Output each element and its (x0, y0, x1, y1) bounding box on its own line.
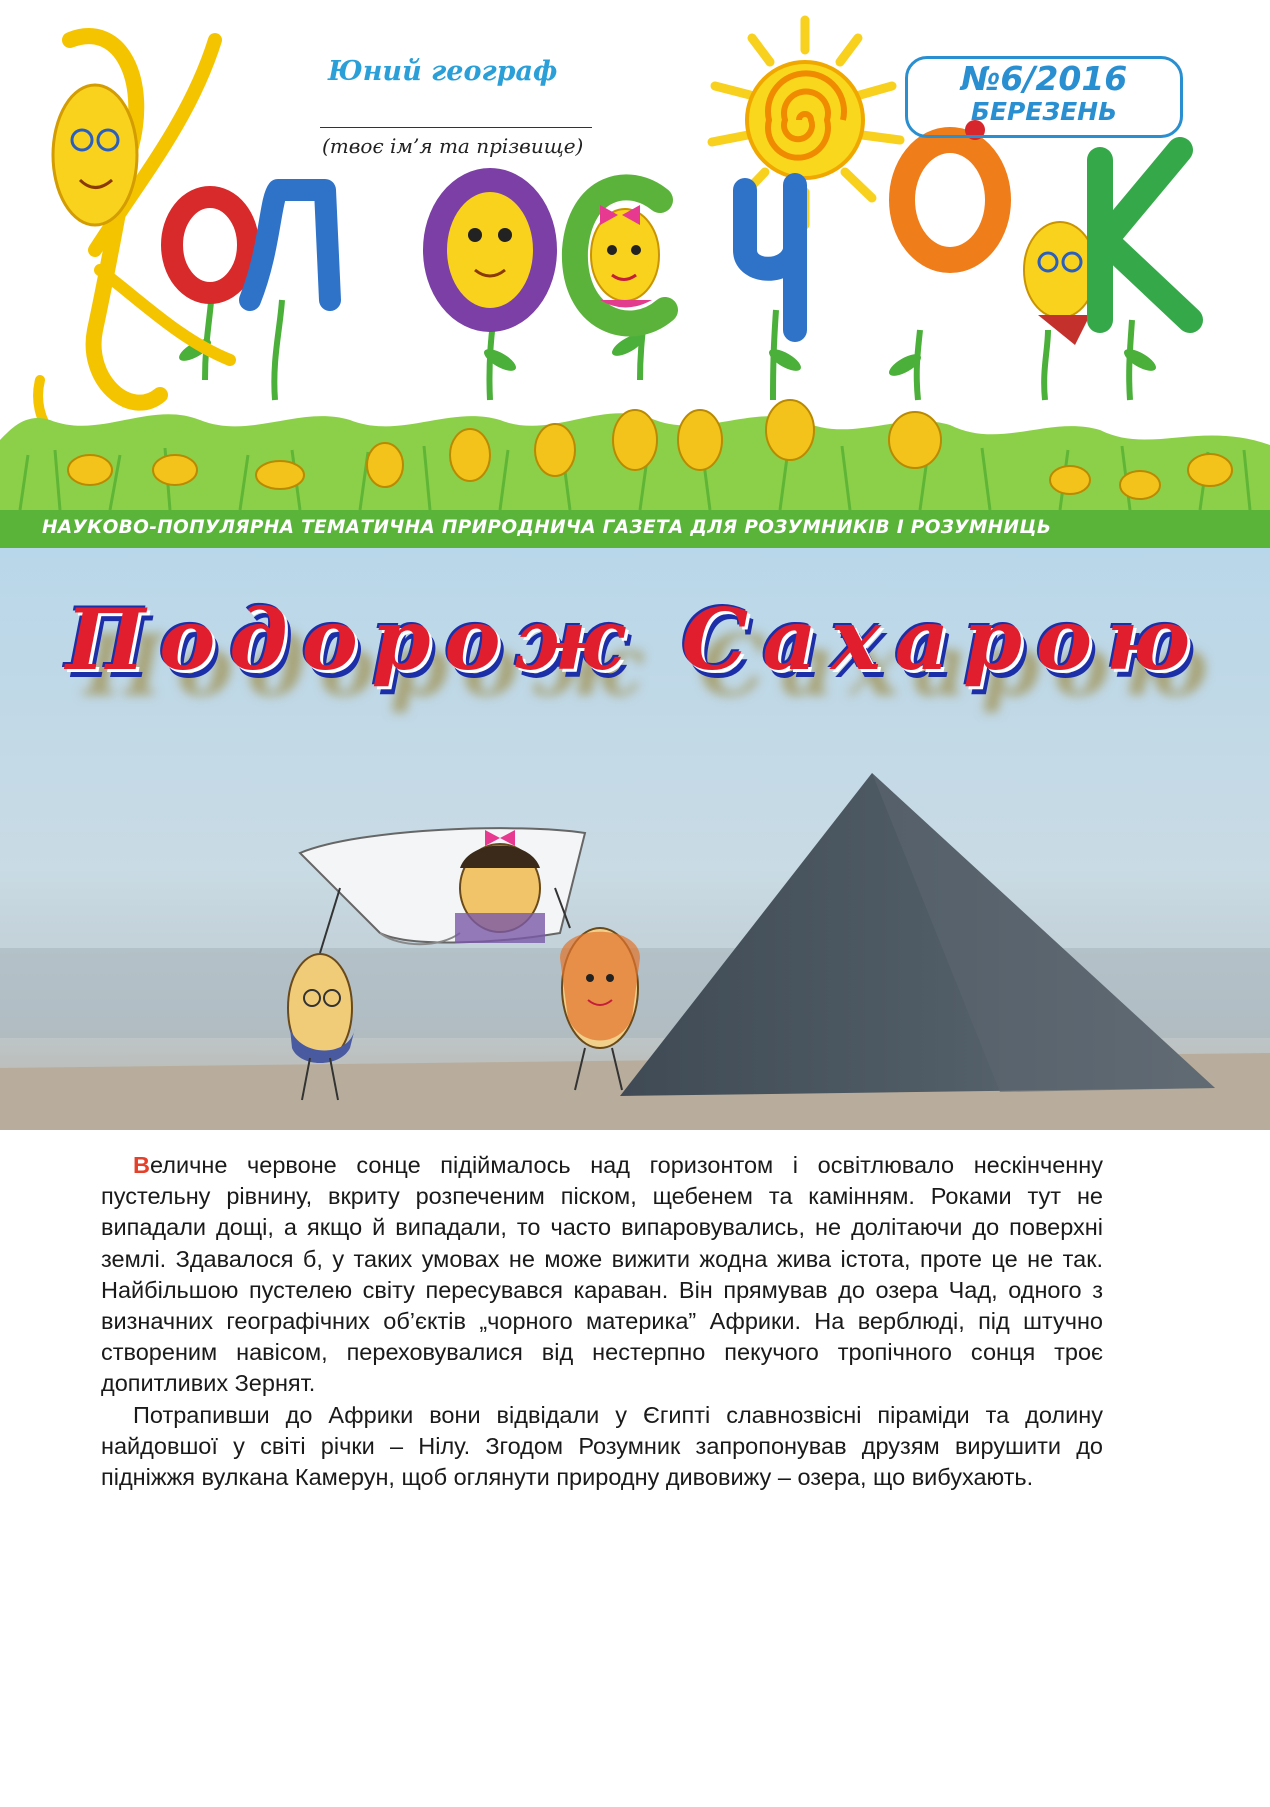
paragraph-2: Потрапивши до Африки вони відвідали у Єгипті славнозвісні піраміди та долину найдовшої у світі річки – Нілу. Згодом Розумник запропонував друзям вирушити до підніжжя вулкана Камерун, щоб оглянути природну дивовижу – озера, що вибухають. (101, 1401, 1103, 1491)
name-input-line[interactable] (320, 127, 592, 128)
letter-s-green (575, 187, 665, 323)
letter-o-purple (435, 180, 545, 320)
issue-month: БЕРЕЗЕНЬ (970, 97, 1118, 126)
wheat-letter-k (38, 36, 230, 451)
tagline: НАУКОВО-ПОПУЛЯРНА ТЕМАТИЧНА ПРИРОДНИЧА ГАЗЕТА ДЛЯ РОЗУМНИКІВ І РОЗУМНИЦЬ (42, 517, 1052, 538)
letter-o-orange (902, 120, 1096, 345)
grass (0, 400, 1270, 510)
masthead (0, 0, 1270, 548)
article-body (101, 1150, 1103, 1493)
letter-l-blue (250, 190, 330, 300)
headline: Подорож Сахарою (65, 590, 1205, 689)
sahara-photo (0, 548, 1270, 1130)
young-geographer-label: Юний географ (328, 56, 558, 87)
letter-ch-blue (745, 185, 795, 330)
issue-number: №6/2016 (960, 59, 1128, 98)
name-hint: (твоє ім’я та прізвище) (322, 134, 584, 158)
letter-k-green (1100, 150, 1190, 320)
issue-badge (905, 56, 1183, 138)
paragraph-1 (101, 1150, 1103, 1400)
letter-o-red (172, 197, 248, 293)
drop-cap: В (133, 1152, 150, 1178)
paragraph-1-text: еличне червоне сонце підіймалось над горизонтом і освітлювало нескінченну пустельну рівнину, вкриту розпеченим піском, щебенем та камінням. Роками тут не випадали дощі, а якщо й випадали, то часто випаровувались, не долітаючи до поверхні землі. Здавалося б, у таких умовах не може вижити жодна жива істота, проте це не так. Найбільшою пустелею світу пересувався караван. Він прямував до озера Чад, одного з визначних географічних об’єктів „чорного материка” Африки. На верблюді, під штучно створеним навісом, переховувалися від нестерпно пекучого тропічного сонця троє допитливих Зернят. (101, 1152, 1103, 1397)
